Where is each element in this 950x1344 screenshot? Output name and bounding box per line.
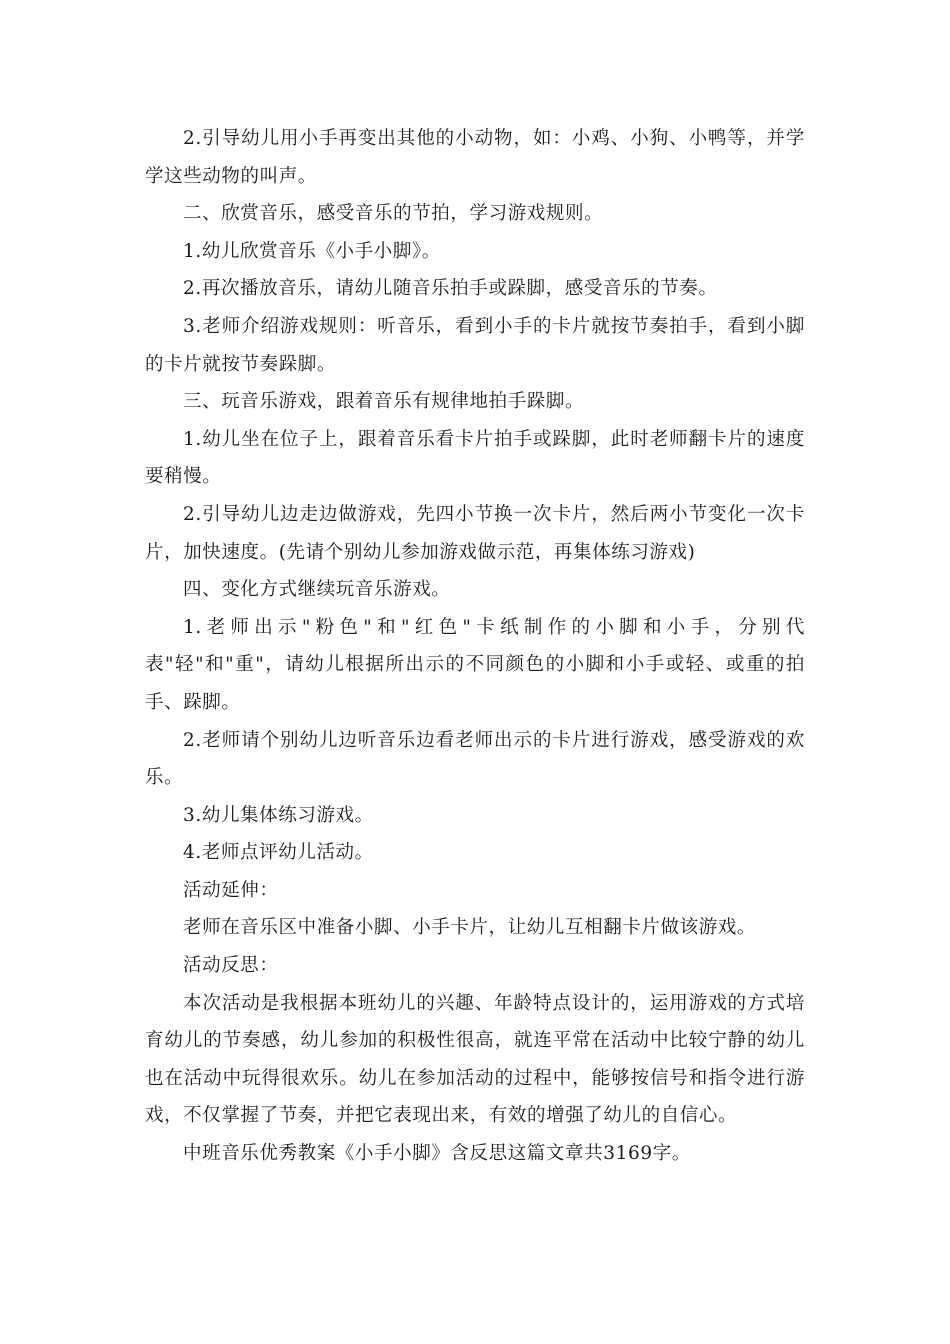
- section-heading-enjoy-music: 二、欣赏音乐，感受音乐的节拍，学习游戏规则。: [183, 203, 604, 225]
- paragraph-extension: 老师在音乐区中准备小脚、小手卡片，让幼儿互相翻卡片做该游戏。: [183, 917, 757, 939]
- heading-activity-reflection: 活动反思：: [183, 955, 279, 977]
- paragraph-replay-music: 2.再次播放音乐，请幼儿随音乐拍手或跺脚，感受音乐的节奏。: [183, 278, 718, 300]
- paragraph-word-count: 中班音乐优秀教案《小手小脚》含反思这篇文章共3169字。: [183, 1143, 691, 1165]
- paragraph-group-practice: 3.幼儿集体练习游戏。: [183, 804, 374, 826]
- paragraph-step-2-animals: 2.引导幼儿用小手再变出其他的小动物，如：小鸡、小狗、小鸭等，并学学这些动物的叫声。: [145, 128, 805, 187]
- paragraph-walking-play: 2.引导幼儿边走边做游戏，先四小节换一次卡片，然后两小节变化一次卡片，加快速度。(先请个别幼儿参加游戏做示范，再集体练习游戏): [145, 503, 805, 563]
- paragraph-game-rules: 3.老师介绍游戏规则：听音乐，看到小手的卡片就按节奏拍手，看到小脚的卡片就按节奏跺脚。: [145, 315, 805, 375]
- paragraph-individual-play: 2.老师请个别幼儿边听音乐边看老师出示的卡片进行游戏，感受游戏的欢乐。: [145, 729, 805, 789]
- paragraph-seated-play: 1.幼儿坐在位子上，跟着音乐看卡片拍手或跺脚，此时老师翻卡片的速度要稍慢。: [145, 428, 805, 488]
- section-heading-vary-game: 四、变化方式继续玩音乐游戏。: [183, 579, 451, 601]
- section-heading-play-game: 三、玩音乐游戏，跟着音乐有规律地拍手跺脚。: [183, 391, 585, 413]
- paragraph-reflection: 本次活动是我根据本班幼儿的兴趣、年龄特点设计的，运用游戏的方式培育幼儿的节奏感，幼儿参加的积极性很高，就连平常在活动中比较宁静的幼儿也在活动中玩得很欢乐。幼儿在参加活动的过程中，能够按信号和指令进行游戏，不仅掌握了节奏，并把它表现出来，有效的增强了幼儿的自信心。: [145, 992, 805, 1127]
- paragraph-color-cards: 1.老师出示"粉色"和"红色"卡纸制作的小脚和小手，分别代表"轻"和"重"，请幼儿根据所出示的不同颜色的小脚和小手或轻、或重的拍手、跺脚。: [145, 616, 805, 713]
- paragraph-teacher-review: 4.老师点评幼儿活动。: [183, 842, 374, 864]
- paragraph-enjoy-music: 1.幼儿欣赏音乐《小手小脚》。: [183, 240, 441, 262]
- document-body: [145, 120, 805, 1173]
- heading-activity-extension: 活动延伸：: [183, 879, 279, 901]
